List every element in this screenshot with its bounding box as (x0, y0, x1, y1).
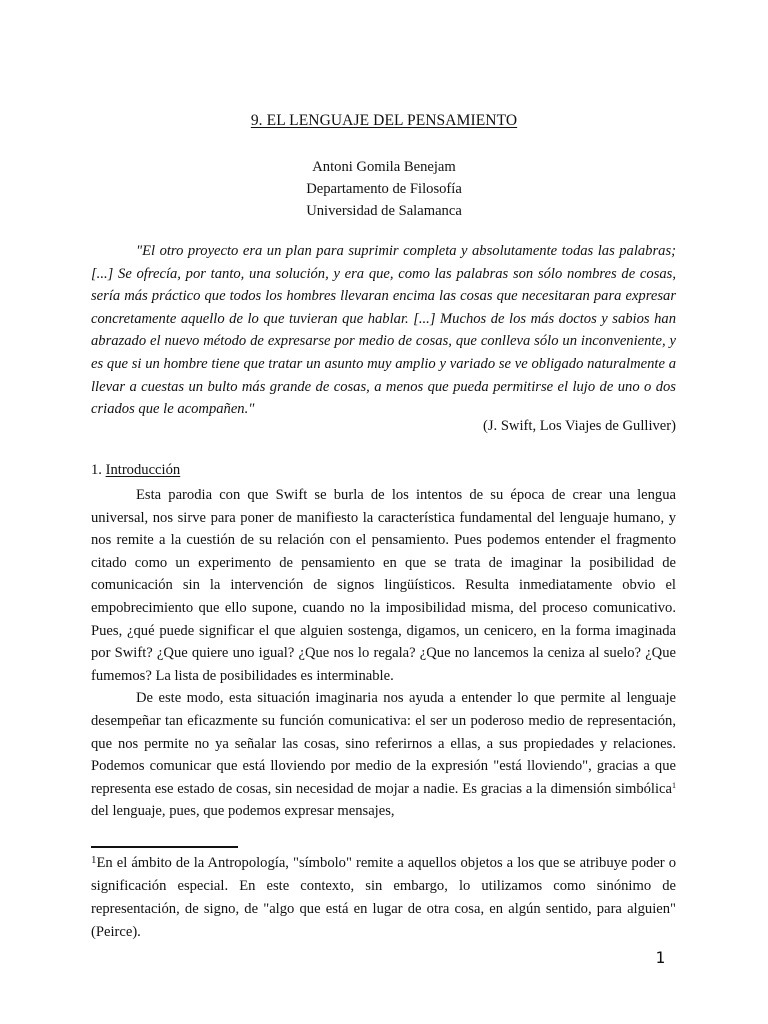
footnote (91, 852, 676, 944)
paragraph-1: Esta parodia con que Swift se burla de los intentos de su época de crear una lengua universal, nos sirve para poner de manifiesto la característica fundamental del lenguaje humano, y nos remite a la cuestión de su relación con el pensamiento. Pues podemos entender el fragmento citado como un experimento de pensamiento en que se trata de imaginar la posibilidad de comunicación sin la intervención de signos lingüísticos. Resulta inmediatamente obvio el empobrecimiento que ello supone, cuando no la imposibilidad misma, del proceso comunicativo. Pues, ¿qué puede significar el que alguien sostenga, digamos, un cenicero, en la forma imaginada por Swift? ¿Que quiere uno igual? ¿Que nos lo regala? ¿Que no lancemos la ceniza al suelo? ¿Que fumemos? La lista de posibilidades es interminable. (91, 487, 676, 684)
author-block (0, 156, 768, 222)
footnote-text: En el ámbito de la Antropología, "símbolo" remite a aquellos objetos a los que se atribuye poder o significación especial. En este contexto, sin embargo, lo utilizamos como sinónimo de representación, de signo, de "algo que está en lugar de otra cosa, en algún sentido, para alguien" (Peirce). (91, 855, 676, 940)
author-university: Universidad de Salamanca (306, 203, 462, 219)
footnote-mark: 1 (91, 854, 97, 866)
epigraph-quote (91, 240, 676, 421)
section-heading (91, 462, 180, 479)
author-name: Antoni Gomila Benejam (312, 159, 456, 175)
paragraph-2-text-a: De este modo, esta situación imaginaria nos ayuda a entender lo que permite al lenguaje desempeñar tan eficazmente su función comunicativa: el ser un poderoso medio de representación, que nos permite no ya señalar las cosas, sino referirnos a ellas, a sus propiedades y relaciones. Podemos comunicar que está lloviendo por medio de la expresión "está lloviendo", gracias a que representa ese estado de cosas, sin necesidad de mojar a nadie. Es gracias a la dimensión simbólica (91, 690, 676, 797)
section-number: 1. (91, 462, 102, 478)
epigraph-attribution: (J. Swift, Los Viajes de Gulliver) (482, 418, 676, 434)
footnote-separator (91, 846, 238, 848)
paragraph-2-text-b: del lenguaje, pues, que podemos expresar mensajes, (91, 803, 395, 820)
footnote-reference[interactable]: 1 (672, 780, 676, 790)
paragraph-2 (91, 687, 676, 823)
chapter-title: 9. EL LENGUAJE DEL PENSAMIENTO (250, 112, 518, 129)
epigraph-text: "El otro proyecto era un plan para suprimir completa y absolutamente todas las palabras; [...] Se ofrecía, por tanto, una solución, y era que, como las palabras son sólo nombres de cosas, sería más práctico que todos los hombres llevaran encima las cosas que necesitaran para expresar concretamente aquello de lo que tuvieran que hablar. [...] Muchos de los más doctos y sabios han abrazado el nuevo método de expresarse por medio de cosas, que conlleva sólo un inconveniente, y es que si un hombre tiene que tratar un asunto muy amplio y variado se ve obligado naturalmente a llevar a cuestas un bulto más grande de cosas, a menos que pueda permitirse el lujo de uno o dos criados que le acompañen." (91, 243, 676, 418)
body-text (91, 484, 676, 823)
author-department: Departamento de Filosofía (306, 181, 462, 197)
page-number: 1 (655, 948, 665, 967)
section-title: Introducción (105, 462, 181, 478)
